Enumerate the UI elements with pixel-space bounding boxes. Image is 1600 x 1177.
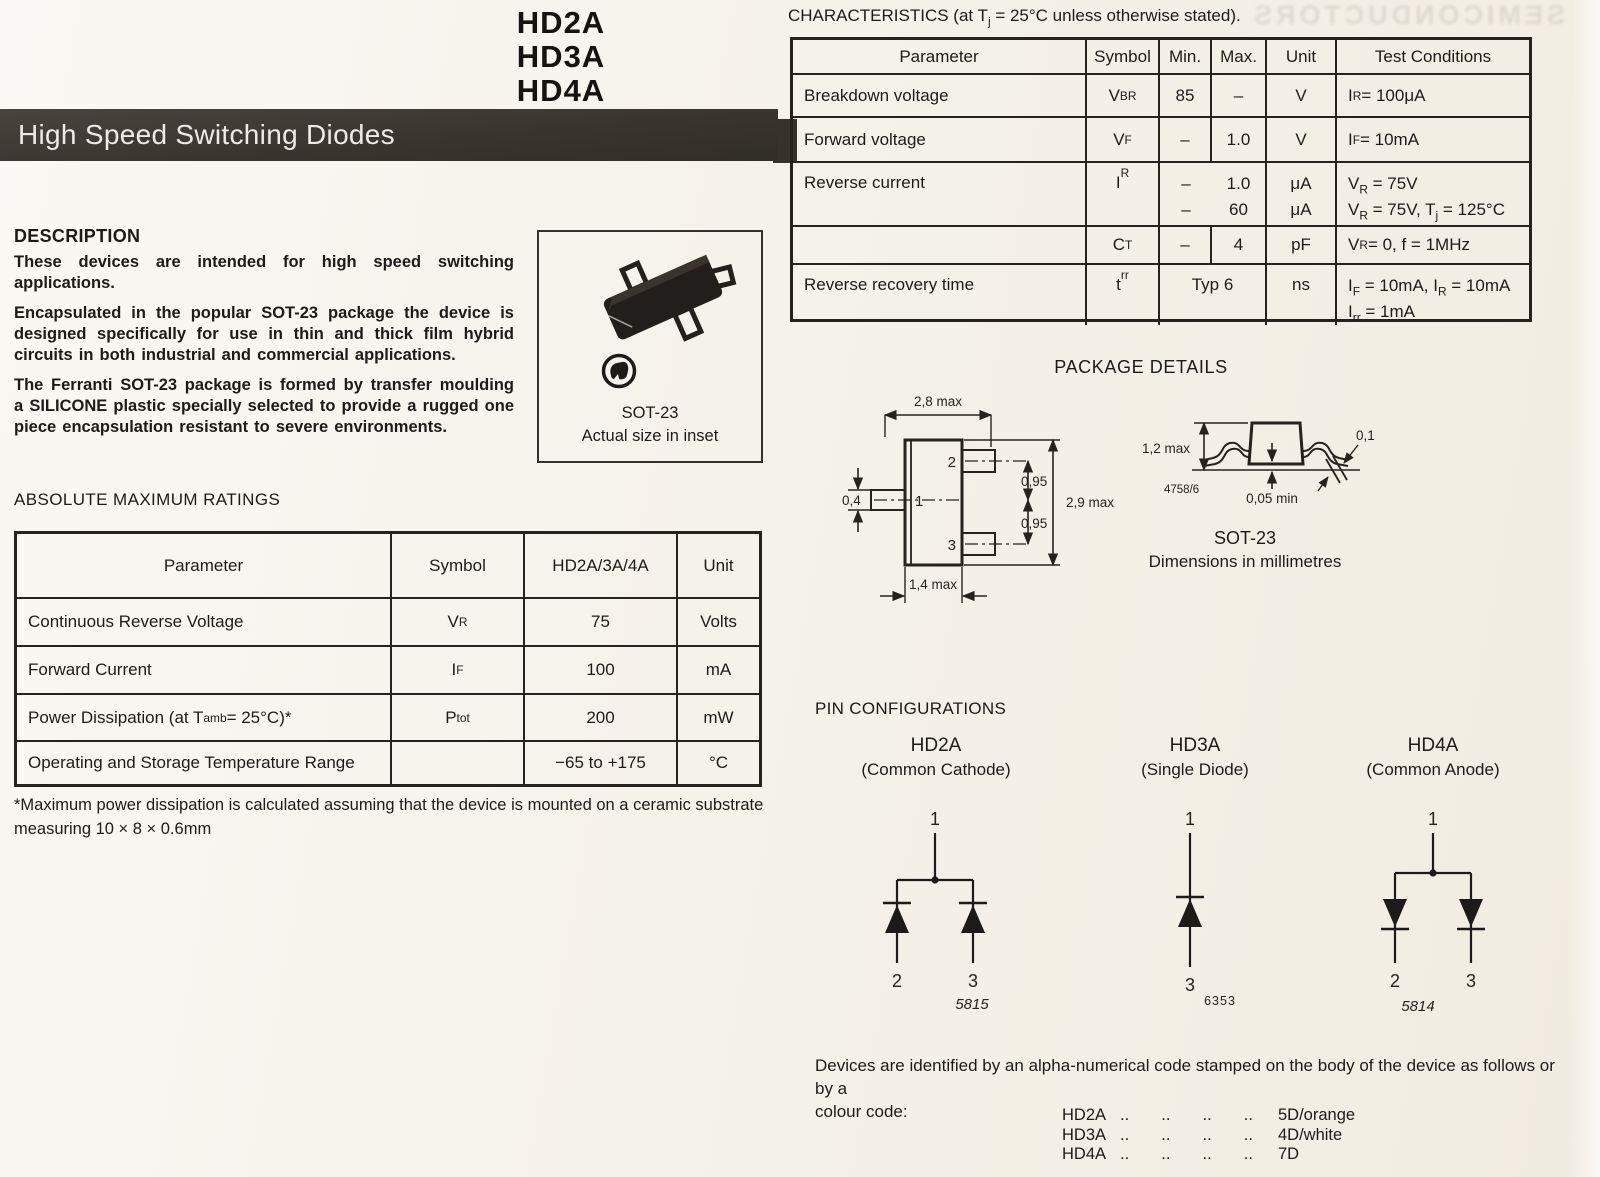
hd2a-drawing-number: 5815 [955,996,989,1013]
char-cell-parameter [793,227,1087,265]
abs-max-footnote [14,793,774,841]
pinconf-hd2a-labels [836,735,1036,780]
char-cell-min: – [1160,118,1212,163]
amr-cell-unit: mA [678,647,759,695]
front-pin2-label: 2 [947,454,956,471]
front-dim-body-width: 1,4 max [908,577,958,592]
identification-line-2: colour code: [815,1102,908,1121]
front-dim-pin1-width: 0,4 [842,493,861,508]
leader-dots: .. .. .. .. [1120,1125,1253,1144]
front-dim-height: 2,9 max [1066,495,1115,510]
hd3a-diode [1178,899,1202,927]
description-heading: DESCRIPTION [14,226,141,246]
code-value: 7D [1278,1145,1300,1163]
char-cell-max: – [1212,75,1267,118]
char-cell-test: I F = 10mA [1337,118,1529,163]
hd3a-pin3-label: 3 [1184,975,1196,995]
characteristics-table [790,37,1532,325]
front-dim-pin-spacing-upper: 0,95 [1021,474,1048,489]
hd3a-pin1-label: 1 [1184,809,1196,829]
amr-header-symbol: Symbol [392,534,525,599]
pinconf-hd3a-labels [1090,735,1300,780]
pinconf-hd2a-diagram [840,795,1030,1020]
leader-dots: .. .. .. .. [1120,1145,1253,1163]
char-cell-test: V R = 0, f = 1MHz [1337,227,1529,265]
amr-header-parameter: Parameter [17,534,392,599]
pinconf-hd4a-labels [1333,735,1533,780]
description-body [14,252,514,447]
amr-cell-value: 200 [525,695,678,742]
front-pin3-label: 3 [947,537,956,554]
amr-cell-unit: Volts [678,599,759,647]
char-header-parameter: Parameter [793,40,1087,75]
char-cell-test: $V_R = 75V$ $V_R = 75V$, $T_j = 125^\circ C$ [1337,163,1529,227]
code-row-hd4a [1062,1145,1355,1165]
char-cell-max: 4 [1212,227,1267,265]
char-cell-unit: ns [1267,265,1337,325]
char-cell-symbol: I R [1087,163,1160,227]
char-cell-unit: pF [1267,227,1337,265]
footnote-line-1: *Maximum power dissipation is calculated assuming that the device is mounted on a ceramic substrate [14,796,764,814]
side-dim-height: 1,2 max [1141,441,1190,456]
hd2a-diode-right [961,905,985,933]
pinconf-hd3a-title: HD3A [1169,735,1221,756]
leader-dots: .. .. .. .. [1120,1106,1253,1124]
code-device: HD3A [1062,1125,1107,1144]
amr-header-type: HD2A/3A/4A [525,534,678,599]
side-dim-standoff: 0,05 min [1246,491,1298,506]
char-header-min: Min. [1160,40,1212,75]
pinconf-hd4a-subtitle: (Common Anode) [1366,760,1500,779]
char-cell-symbol: t rr [1087,265,1160,325]
amr-cell-value: −65 to +175 [525,742,678,784]
title-banner [0,109,778,161]
identification-line-1: Devices are identified by an alpha-numerical code stamped on the body of the device as follows or by a [815,1056,1555,1098]
hd2a-diode-left [885,905,909,933]
char-cell-parameter: Reverse recovery time [793,265,1087,325]
amr-cell-parameter: Power Dissipation (at T amb = 25°C)* [17,695,392,742]
side-drawing-number: 4758/6 [1164,484,1200,496]
pinconf-hd4a-diagram [1338,795,1528,1020]
code-row-hd3a [1062,1126,1355,1146]
package-details-caption [1145,528,1345,572]
char-cell-symbol: V BR [1087,75,1160,118]
ferranti-logo-icon [604,356,635,387]
amr-cell-value: 75 [525,599,678,647]
code-device: HD2A [1062,1106,1107,1124]
description-paragraph-1: These devices are intended for high speed switching applications. [14,253,514,292]
char-header-unit: Unit [1267,40,1337,75]
description-paragraph-2: Encapsulated in the popular SOT-23 package the device is designed specifically for use in thin and thick film hybrid circuits in both industrial and commercial applications. [14,304,514,364]
char-cell-min: – – [1160,163,1212,227]
hd4a-pin1-label: 1 [1427,809,1439,829]
amr-cell-parameter: Forward Current [17,647,392,695]
code-value: 5D/orange [1278,1106,1356,1124]
char-cell-symbol: V F [1087,118,1160,163]
footnote-line-2: measuring 10 × 8 × 0.6mm [14,820,212,838]
amr-cell-value: 100 [525,647,678,695]
characteristics-heading: CHARACTERISTICS (at $T_j = 25^\circ C$ unless otherwise stated). [788,6,1241,29]
product-codes [431,6,691,108]
pin-configurations-heading: PIN CONFIGURATIONS [815,699,1007,718]
hd4a-pin2-label: 2 [1389,971,1401,991]
hd4a-drawing-number: 5814 [1401,998,1435,1015]
package-side-view-drawing [1120,393,1420,518]
device-code-list [1062,1106,1355,1165]
hd2a-pin2-label: 2 [891,971,903,991]
pinconf-hd4a-title: HD4A [1407,735,1459,756]
product-code-hd4a: HD4A [516,73,606,108]
hd4a-diode-left [1383,899,1407,927]
amr-cell-symbol: P tot [392,695,525,742]
pinconf-hd2a-title: HD2A [910,735,962,756]
front-dim-width: 2,8 max [913,394,963,409]
char-cell-parameter: Forward voltage [793,118,1087,163]
char-header-symbol: Symbol [1087,40,1160,75]
char-header-test: Test Conditions [1337,40,1529,75]
amr-cell-symbol: I F [392,647,525,695]
pinconf-hd2a-subtitle: (Common Cathode) [861,760,1011,779]
code-value: 4D/white [1278,1125,1343,1144]
char-cell-parameter: Reverse current [793,163,1087,227]
amr-header-unit: Unit [678,534,759,599]
abs-max-heading: ABSOLUTE MAXIMUM RATINGS [14,490,281,509]
product-code-hd2a: HD2A [516,5,606,40]
hd3a-drawing-number: 6353 [1204,994,1236,1008]
hd2a-pin3-label: 3 [967,971,979,991]
amr-cell-parameter: Operating and Storage Temperature Range [17,742,392,784]
front-pin1-label: 1 [915,493,924,510]
hd4a-diode-right [1459,899,1483,927]
package-caption-subtitle: Dimensions in millimetres [1148,552,1342,571]
absolute-maximum-ratings-table [14,531,762,787]
char-cell-unit: V [1267,118,1337,163]
amr-cell-symbol: V R [392,599,525,647]
amr-cell-symbol [392,742,525,784]
package-caption-title: SOT-23 [1213,528,1277,548]
amr-cell-unit: mW [678,695,759,742]
char-cell-typ: Typ 6 [1160,265,1267,325]
char-cell-symbol: C T [1087,227,1160,265]
page-title: High Speed Switching Diodes [18,119,395,150]
amr-cell-parameter: Continuous Reverse Voltage [17,599,392,647]
pinconf-hd3a-diagram [1095,795,1285,1020]
package-details-heading: PACKAGE DETAILS [1054,357,1228,377]
description-paragraph-3: The Ferranti SOT-23 package is formed by transfer moulding a SILICONE plastic specially selected to provide a rugged one piece encapsulation resistant to severe environments. [14,376,514,436]
product-code-hd3a: HD3A [516,39,606,74]
char-cell-min: – [1160,227,1212,265]
package-front-view-drawing [828,375,1158,625]
code-row-hd2a [1062,1106,1355,1126]
amr-cell-unit: °C [708,753,729,772]
char-cell-unit: V [1267,75,1337,118]
inset-caption: SOT-23 [621,404,679,422]
char-header-max: Max. [1212,40,1267,75]
char-cell-unit: μA μA [1267,163,1337,227]
code-device: HD4A [1062,1145,1107,1163]
char-cell-test: $I_F = 10mA$, $I_R = 10mA$ $I_{rr} = 1mA$ [1348,276,1511,325]
inset-subcaption: Actual size in inset [581,427,719,445]
hd4a-pin3-label: 3 [1465,971,1477,991]
side-dim-lead-thickness: 0,1 [1356,428,1375,443]
front-dim-pin-spacing-lower: 0,95 [1021,516,1048,531]
char-cell-test: I R = 100μA [1337,75,1529,118]
bleed-through-ghost-text: SEMICONDUCTORS [1249,0,1565,30]
package-photo-inset [537,230,763,463]
char-cell-max: 1.0 [1212,118,1267,163]
sot23-3d-illustration [539,232,760,400]
char-cell-max: 1.0 60 [1212,163,1267,227]
char-cell-parameter: Breakdown voltage [793,75,1087,118]
pinconf-hd3a-subtitle: (Single Diode) [1141,760,1249,779]
hd2a-pin1-label: 1 [929,809,941,829]
char-cell-min: 85 [1160,75,1212,118]
